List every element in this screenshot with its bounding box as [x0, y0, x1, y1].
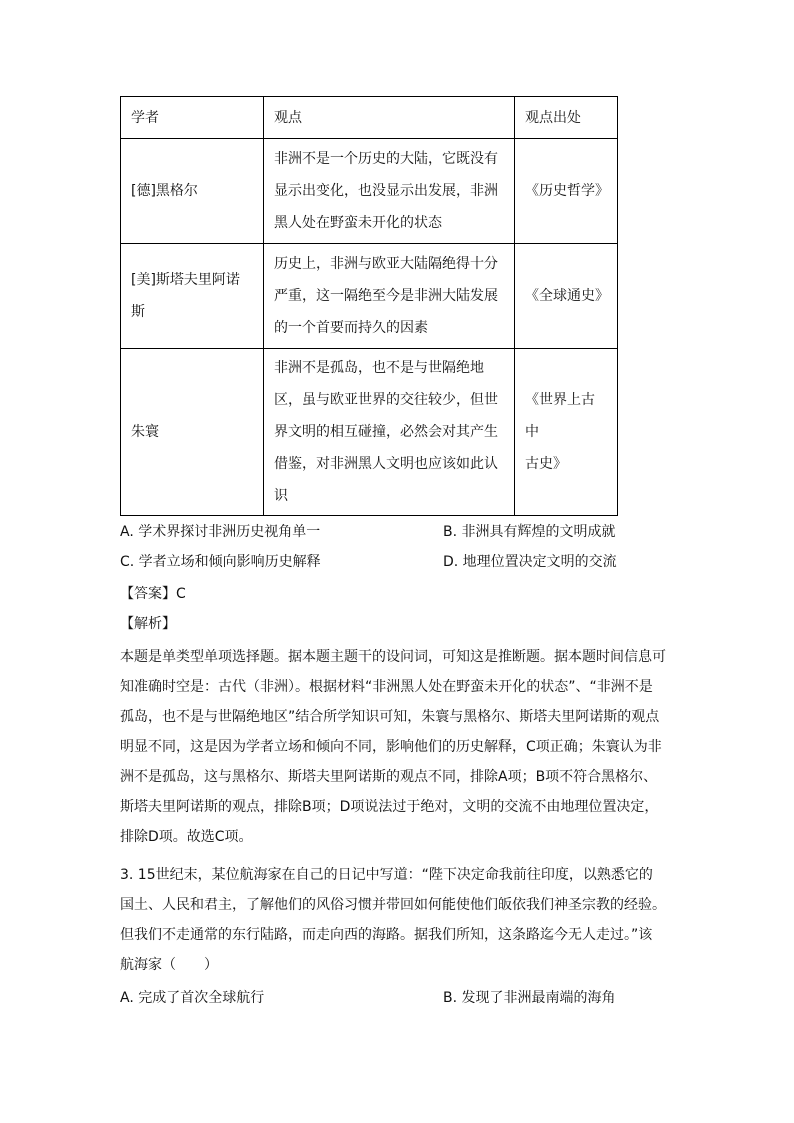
view-line: 黑人处在野蛮未开化的状态 [274, 215, 442, 231]
analysis-label: 【解析】 [120, 616, 176, 632]
cell-source [515, 244, 618, 349]
options-row-cd [120, 547, 680, 577]
option-b[interactable]: B. 发现了非洲最南端的海角 [443, 990, 616, 1006]
source-line: 《世界上古中 [525, 392, 595, 440]
question-line: 但我们不走通常的东行陆路，而走向西的海路。据我们所知，这条路迄今无人走过。”该 [120, 927, 653, 943]
options-row-q3 [120, 983, 680, 1013]
view-line: 历史上，非洲与欧亚大陆隔绝得十分 [274, 256, 498, 272]
cell-scholar: 朱寰 [121, 349, 264, 516]
analysis-text [120, 642, 666, 852]
option-d[interactable]: D. 地理位置决定文明的交流 [443, 554, 617, 570]
view-line: 严重，这一隔绝至今是非洲大陆发展 [274, 288, 498, 304]
cell-view [264, 139, 515, 244]
source-line: 《全球通史》 [525, 288, 609, 304]
option-b[interactable]: B. 非洲具有辉煌的文明成就 [443, 524, 616, 540]
cell-view [264, 349, 515, 516]
analysis-line: 孤岛，也不是与世隔绝地区”结合所学知识可知，朱寰与黑格尔、斯塔夫里阿诺斯的观点 [120, 709, 660, 725]
cell-view [264, 244, 515, 349]
view-line: 区，虽与欧亚世界的交往较少，但世 [274, 392, 498, 408]
question-3 [120, 860, 666, 980]
cell-source [515, 349, 618, 516]
header-source: 观点出处 [515, 97, 618, 139]
view-line: 识 [274, 488, 288, 504]
view-line: 非洲不是一个历史的大陆，它既没有 [274, 151, 498, 167]
view-line: 的一个首要而持久的因素 [274, 320, 428, 336]
question-line: 航海家（ ） [120, 957, 218, 973]
option-a[interactable]: A. 学术界探讨非洲历史视角单一 [120, 524, 321, 540]
table-row [121, 139, 618, 244]
view-line: 显示出变化，也没显示出发展，非洲 [274, 183, 498, 199]
cell-scholar: [德]黑格尔 [121, 139, 264, 244]
analysis-line: 明显不同，这是因为学者立场和倾向不同，影响他们的历史解释，C项正确；朱寰认为非 [120, 739, 662, 755]
table-row [121, 349, 618, 516]
option-c[interactable]: C. 学者立场和倾向影响历史解释 [120, 554, 321, 570]
view-line: 非洲不是孤岛，也不是与世隔绝地 [274, 360, 484, 376]
option-a[interactable]: A. 完成了首次全球航行 [120, 990, 265, 1006]
scholar-view-table [120, 96, 618, 516]
analysis-line: 斯塔夫里阿诺斯的观点，排除B项；D项说法过于绝对，文明的交流不由地理位置决定， [120, 799, 659, 815]
header-view: 观点 [264, 97, 515, 139]
cell-scholar: [美]斯塔夫里阿诺斯 [121, 244, 264, 349]
answer-label: 【答案】C [120, 586, 186, 602]
question-line: 3. 15世纪末，某位航海家在自己的日记中写道：“陛下决定命我前往印度，以熟悉它的 [120, 867, 653, 883]
header-scholar: 学者 [121, 97, 264, 139]
options-row-ab [120, 517, 680, 547]
table-header-row [121, 97, 618, 139]
table-row [121, 244, 618, 349]
question-line: 国土、人民和君主，了解他们的风俗习惯并带回如何能使他们皈依我们神圣宗教的经验。 [120, 897, 666, 913]
analysis-line: 洲不是孤岛，这与黑格尔、斯塔夫里阿诺斯的观点不同，排除A项；B项不符合黑格尔、 [120, 769, 658, 785]
analysis-line: 知准确时空是：古代（非洲）。根据材料“非洲黑人处在野蛮未开化的状态”、“非洲不是 [120, 679, 653, 695]
analysis-line: 本题是单类型单项选择题。据本题主题干的设问词，可知这是推断题。据本题时间信息可 [120, 649, 666, 665]
source-line: 《历史哲学》 [525, 183, 609, 199]
cell-source [515, 139, 618, 244]
view-line: 借鉴，对非洲黑人文明也应该如此认 [274, 456, 498, 472]
analysis-line: 排除D项。故选C项。 [120, 829, 253, 845]
source-line: 古史》 [525, 456, 567, 472]
view-line: 界文明的相互碰撞，必然会对其产生 [274, 424, 498, 440]
